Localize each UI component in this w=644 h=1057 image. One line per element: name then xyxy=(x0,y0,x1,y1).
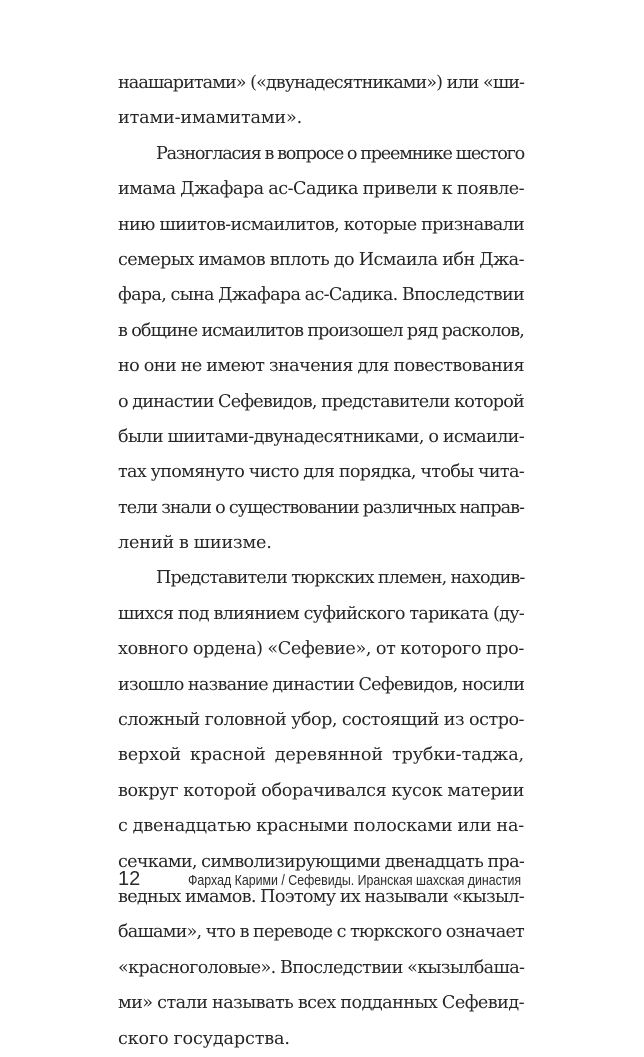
text-line: ведных имамов. Поэтому их называли «кызыл- xyxy=(118,886,524,907)
text-line: о династии Сефевидов, представители которой xyxy=(118,391,524,412)
text-line: были шиитами-двунадесятниками, о исмаили- xyxy=(118,426,524,447)
text-line: в общине исмаилитов произошел ряд расколов, xyxy=(118,320,524,341)
running-title: Фархад Карими / Сефевиды. Иранская шахская династия xyxy=(188,873,522,889)
text-line: верхой красной деревянной трубки-таджа, xyxy=(118,745,524,766)
paragraph xyxy=(118,137,524,562)
text-line: Представители тюркских племен, находив- xyxy=(156,568,525,589)
text-line: вокруг которой оборачивался кусок материи xyxy=(118,780,524,801)
body-text xyxy=(118,66,524,1057)
paragraph xyxy=(118,66,524,137)
text-line: Разногласия в вопросе о преемнике шестого xyxy=(156,143,525,164)
text-line: изошло название династии Сефевидов, носили xyxy=(118,674,525,695)
text-line: лений в шиизме. xyxy=(118,533,272,554)
text-line: тах упомянуто чисто для порядка, чтобы чита- xyxy=(118,462,524,483)
text-line: наашаритами» («двунадесятниками») или «ши- xyxy=(118,73,524,93)
text-line: но они не имеют значения для повествования xyxy=(118,356,525,377)
page-number: 12 xyxy=(118,868,141,890)
text-line: шихся под влиянием суфийского тариката (ду- xyxy=(118,603,524,624)
text-line: ского государства. xyxy=(118,1028,290,1049)
paragraph xyxy=(118,561,524,1056)
text-line: ховного ордена) «Сефевие», от которого про- xyxy=(118,639,524,660)
page-footer xyxy=(118,868,575,898)
text-line: тели знали о существовании различных направ- xyxy=(118,497,524,518)
text-line: сечками, символизирующими двенадцать пра- xyxy=(118,851,525,872)
text-line: нию шиитов-исмаилитов, которые признавали xyxy=(118,214,524,235)
text-line: семерых имамов вплоть до Исмаила ибн Джа- xyxy=(118,249,524,270)
text-line: имама Джафара ас-Садика привели к появле- xyxy=(118,179,525,200)
text-line: фара, сына Джафара ас-Садика. Впоследствии xyxy=(118,285,524,306)
text-line: башами», что в переводе с тюркского означает xyxy=(118,922,524,943)
text-line: итами-имамитами». xyxy=(118,108,303,129)
text-line: сложный головной убор, состоящий из остро- xyxy=(118,710,524,731)
text-line: ми» стали называть всех подданных Сефевид- xyxy=(118,993,524,1014)
text-line: «красноголовые». Впоследствии «кызылбаша- xyxy=(118,957,525,978)
text-line: с двенадцатью красными полосками или на- xyxy=(118,816,524,837)
